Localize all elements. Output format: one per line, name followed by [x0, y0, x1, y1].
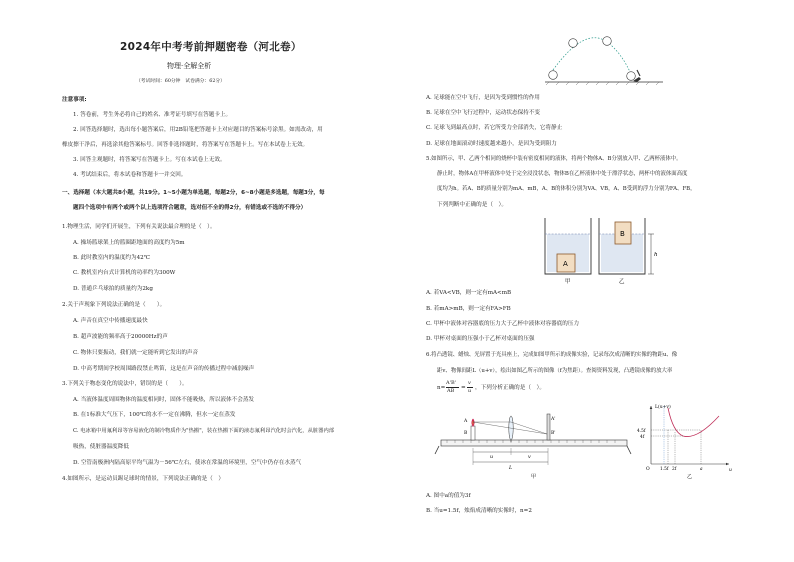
- q3-option: B. 在1标准大气压下，100℃的水不一定在沸腾，但水一定在蒸发: [73, 412, 236, 418]
- image-a-label: A': [551, 417, 556, 422]
- q6-stem-line: 距v、物像间距L（u+v），绘出如图乙所示的图像（f为焦距）。查阅资料发现，凸透镜成像的放大率: [437, 368, 673, 374]
- y-axis-label: L(u+v): [655, 405, 671, 410]
- q6-option: A. 图中a的值为3f: [426, 493, 471, 499]
- y-tick-label: 4.5f: [637, 429, 646, 434]
- q5-option: C. 甲杯中液体对容器底的压力大于乙杯中液体对容器底的压力: [426, 321, 580, 327]
- football-trajectory-figure: [545, 30, 665, 86]
- q6-formula-prefix: n=: [437, 385, 446, 391]
- q6-formula-eq: =: [461, 385, 466, 391]
- note-item: 4. 考试结束后，将本试卷和答题卡一并交回。: [73, 172, 187, 178]
- q5-option: B. 若mA>mB，则一定有FA>FB: [426, 306, 511, 312]
- x-axis-label: u: [729, 468, 732, 473]
- q6-option: B. 当u=1.5f，烛焰成清晰的实像时，n=2: [426, 508, 532, 514]
- note-item: 3. 回答主观题时，将答案写在答题卡上。写在本试卷上无效。: [73, 157, 226, 163]
- block-b-label: B: [620, 230, 625, 238]
- height-label: h: [654, 252, 658, 258]
- image-distance-label: v: [528, 455, 531, 460]
- figure-yi-label: 乙: [687, 474, 693, 480]
- q1-option: A. 操场篮球架上的篮圈距地面的高度约为5m: [73, 240, 185, 246]
- section-heading-cont: 题四个选项中有两个或两个以上选项符合题意，选对但不全的得2分，有错选或不选的不得分）: [73, 205, 307, 211]
- q6-formula-v: v: [468, 380, 471, 386]
- q5-option: D. 甲杯对桌面的压强小于乙杯对桌面的压强: [426, 336, 535, 342]
- image-b-label: B': [551, 431, 556, 436]
- q1-option: D. 普通乒乓球拍的质量约为2kg: [73, 286, 153, 292]
- q2-stem: 2.关于声现象下列说法正确的是（ ）。: [62, 302, 166, 308]
- q6-stem-line: ，下列分析正确的是（ ）。: [475, 385, 545, 391]
- q6-formula-num: A'B': [446, 380, 457, 386]
- x-tick-label: a: [700, 467, 703, 472]
- notes-heading: 注意事项:: [62, 97, 87, 103]
- beaker-jia-label: 甲: [565, 279, 571, 285]
- q6-formula-den: AB: [447, 388, 455, 394]
- distance-graph: [635, 402, 735, 480]
- note-item: 1. 答卷前，考生务必将自己的姓名、准考证号填写在答题卡上。: [73, 112, 232, 118]
- beaker-figure: [537, 214, 667, 286]
- block-a-label: A: [563, 260, 568, 268]
- note-item: 橡皮擦干净后，再选涂其他答案标号。回答非选择题时，将答案写在答题卡上。写在本试卷上无效。: [62, 142, 309, 148]
- note-item: 2. 回答选择题时，选出每小题答案后，用2B铅笔把答题卡上对应题目的答案标号涂黑。如需改动，用: [73, 127, 323, 133]
- section-heading: 一、选择题（本大题共8小题，共19分。1~5小题为单选题，每题2分，6~8小题是多选题，每题3分，每: [62, 190, 325, 196]
- x-tick-label: 2f: [672, 467, 677, 472]
- q1-stem: 1.物理生活，同学们开展生，下列有关说法最合理的是（ ）。: [62, 224, 216, 230]
- optical-bench-figure: [435, 408, 635, 480]
- object-a-label: A: [464, 419, 468, 424]
- page-subtitle: 物理·全解全析: [167, 62, 212, 70]
- q5-stem-line: 5.如图所示，甲、乙两个相同的烧杯中装有密度相同的液体，将两个物体A、B分别放入甲、乙两杯液体中。: [426, 156, 682, 162]
- q5-option: A. 若VA<VB，则一定有mA<mB: [426, 290, 512, 296]
- beaker-yi-label: 乙: [619, 279, 625, 285]
- y-tick-label: 4f: [640, 435, 645, 440]
- q6-formula-u: u: [468, 388, 472, 394]
- q2-option: C. 物体只要振动，我们就一定能听到它发出的声音: [73, 350, 199, 356]
- object-distance-label: u: [490, 455, 494, 460]
- page-title: 2024年中考考前押题密卷（河北卷）: [120, 41, 302, 53]
- q1-option: C. 教机室内台式计算机的功率约为300W: [73, 270, 176, 276]
- q2-option: D. 中高考期间学校周围路段禁止鸣笛，这是在声音的传播过程中减弱噪声: [73, 366, 255, 372]
- q3-stem: 3.下列关于物态变化的说法中，错误的是（ ）。: [62, 381, 188, 387]
- q4-stem: 4.如图所示，是运动员踢足球时的情景，下列说法正确的是（ ）: [62, 476, 224, 482]
- q4-option: D. 足球在地面滚动时速度越来越小，是因为受到阻力: [426, 141, 557, 147]
- q3-option: A. 当液体温度周围物体的温度相同时，固体不能吸热，所以液体不会蒸发: [73, 397, 255, 403]
- right-column: [397, 0, 794, 562]
- q4-option: B. 足球在空中飞行过程中，运动状态保持不变: [426, 110, 540, 116]
- total-distance-label: L: [509, 466, 513, 471]
- q5-stem-line: 度均为h。若A、B的质量分别为mA、mB，A、B的体积分别为VA、VB，A、B受到的浮力分别为FA、FB，: [437, 186, 696, 192]
- origin-label: O: [646, 467, 650, 472]
- x-tick-label: 1.5f: [660, 467, 669, 472]
- q3-option: C. 电冰箱中用氟利昂等容易液化的制冷物质作为"热搬"，装在热搬下面的液态氟利昂汽化时会汽化，从脏器内部: [73, 428, 335, 434]
- q4-option: A. 足球能在空中飞行，是因为受到惯性的作用: [426, 95, 540, 101]
- q5-stem-line: 静止时，物体A在甲杯液体中处于完全浸没状态，物体B在乙杯液体中处于漂浮状态，两杯中的液体面高度: [437, 171, 688, 177]
- figure-jia-label: 甲: [531, 474, 537, 480]
- q2-option: A. 声音在真空中传播速度最快: [73, 318, 148, 324]
- q6-stem-line: 6.将凸透镜、蜡烛、光屏置于光具座上，完成如图甲所示的成像实验，记录每次成清晰的实像的物距u、像: [426, 352, 678, 358]
- q3-option: D. 空管南极洲内陆高原平均气温为－56℃左右，使冰在常温的环境里，空气中仍存在水蒸气: [73, 460, 302, 466]
- q4-option: C. 足球飞到最高点时，若它所受力全部消失，它将静止: [426, 125, 563, 131]
- q2-option: B. 超声波能的频率高于20000Hz的声: [73, 334, 168, 340]
- q3-option-cont: 吸热，使脏器温度降低: [73, 444, 129, 450]
- object-b-label: B: [464, 431, 468, 436]
- exam-meta: （考试时间：60分钟 试卷满分：62分）: [136, 79, 225, 84]
- q1-option: B. 此时教室内的温度约为42℃: [73, 255, 150, 261]
- q5-stem-line: 下列判断中正确的是（ ）。: [437, 202, 507, 208]
